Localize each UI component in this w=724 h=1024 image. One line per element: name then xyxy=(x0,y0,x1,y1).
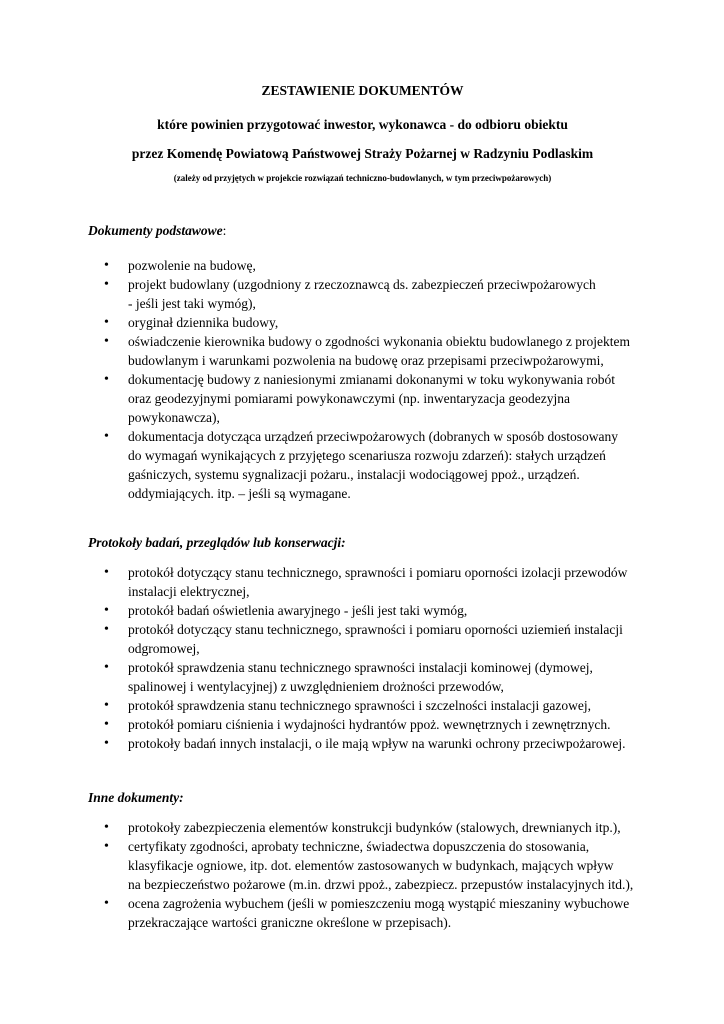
list-item xyxy=(88,696,641,715)
section-title-text: Inne dokumenty: xyxy=(88,790,184,805)
list-item xyxy=(88,332,641,370)
list-item-text: • dokumentację budowy z naniesionymi zmianami dokonanymi w toku wykonywania robót xyxy=(128,372,616,387)
list-item xyxy=(88,894,641,932)
list-item-text: do wymagań wynikających z przyjętego scenariusza rozwoju zdarzeń): stałych urządzeń xyxy=(128,448,606,463)
list-item-text: odgromowej, xyxy=(128,641,200,656)
list-item-text: • protokół dotyczący stanu technicznego, sprawności i pomiaru oporności izolacji przewodów xyxy=(128,565,628,580)
list-item xyxy=(88,427,641,503)
list-item xyxy=(88,658,641,696)
list-item xyxy=(88,601,641,620)
section-title-other-documents xyxy=(88,789,184,806)
list-item-text: gaśniczych, systemu sygnalizacji pożaru., instalacji wodociągowej ppoż., urządzeń. xyxy=(128,467,580,482)
document-title: ZESTAWIENIE DOKUMENTÓW xyxy=(261,83,464,98)
list-item-text: • dokumentacja dotycząca urządzeń przeciwpożarowych (dobranych w sposób dostosowany xyxy=(128,429,618,444)
document-note: (zależy od przyjętych w projekcie rozwiązań techniczno-budowlanych, w tym przeciwpożarowych) xyxy=(173,173,552,183)
document-subtitle: które powinien przygotować inwestor, wykonawca - do odbioru obiektu xyxy=(157,117,568,132)
list-item-text: • protokół badań oświetlenia awaryjnego - jeśli jest taki wymóg, xyxy=(128,603,468,618)
list-item xyxy=(88,256,641,275)
list-item-text: - jeśli jest taki wymóg), xyxy=(128,296,256,311)
list-item-text: • oświadczenie kierownika budowy o zgodności wykonania obiektu budowlanego z projektem xyxy=(128,334,630,349)
list-item-text: • protokół dotyczący stanu technicznego, sprawności i pomiaru oporności uziemień instalacji xyxy=(128,622,623,637)
section-title-colon: : xyxy=(222,223,227,238)
list-item-text: • protokoły zabezpieczenia elementów konstrukcji budynków (stalowych, drewnianych itp.), xyxy=(128,820,621,835)
list-item-text: oddymiających. itp. – jeśli są wymagane. xyxy=(128,486,351,501)
list-item-text: spalinowej i wentylacyjnej) z uwzględnieniem drożności przewodów, xyxy=(128,679,504,694)
list-item-text: oraz geodezyjnymi pomiarami powykonawczymi (np. inwentaryzacja geodezyjna xyxy=(128,391,570,406)
list-item-text: • protokoły badań innych instalacji, o ile mają wpływ na warunki ochrony przeciwpożarowej. xyxy=(128,736,626,751)
list-item-text: • ocena zagrożenia wybuchem (jeśli w pomieszczeniu mogą wystąpić mieszaniny wybuchowe xyxy=(128,896,630,911)
list-item xyxy=(88,818,641,837)
protocols-list xyxy=(88,563,641,753)
basic-documents-list xyxy=(88,256,641,503)
list-item xyxy=(88,313,641,332)
list-item-text: • projekt budowlany (uzgodniony z rzeczoznawcą ds. zabezpieczeń przeciwpożarowych xyxy=(128,277,596,292)
list-item xyxy=(88,620,641,658)
section-title-basic-documents xyxy=(88,222,226,239)
list-item xyxy=(88,370,641,427)
list-item-text: • certyfikaty zgodności, aprobaty techniczne, świadectwa dopuszczenia do stosowania, xyxy=(128,839,590,854)
list-item-text: na bezpieczeństwo pożarowe (m.in. drzwi ppoż., zabezpiecz. przepustów instalacyjnych itd.), xyxy=(128,877,634,892)
list-item-text: przekraczające wartości graniczne określone w przepisach). xyxy=(128,915,452,930)
list-item-text: budowlanym i warunkami pozwolenia na budowę oraz przepisami przeciwpożarowymi, xyxy=(128,353,604,368)
list-item-text: • oryginał dziennika budowy, xyxy=(128,315,279,330)
list-item xyxy=(88,563,641,601)
list-item-text: • protokół sprawdzenia stanu technicznego sprawności i szczelności instalacji gazowej, xyxy=(128,698,591,713)
section-title-text: Protokoły badań, przeglądów lub konserwacji: xyxy=(88,535,346,550)
list-item-text: • protokół pomiaru ciśnienia i wydajności hydrantów ppoż. wewnętrznych i zewnętrznych. xyxy=(128,717,611,732)
list-item-text: instalacji elektrycznej, xyxy=(128,584,250,599)
list-item-text: powykonawcza), xyxy=(128,410,220,425)
document-subtitle-authority: przez Komendę Powiatową Państwowej Straży Pożarnej w Radzyniu Podlaskim xyxy=(131,146,594,161)
list-item xyxy=(88,734,641,753)
list-item-text: • pozwolenie na budowę, xyxy=(128,258,256,273)
section-title-text: Dokumenty podstawowe xyxy=(88,223,223,238)
list-item xyxy=(88,275,641,313)
other-documents-list xyxy=(88,818,641,932)
list-item xyxy=(88,837,641,894)
section-title-protocols xyxy=(88,534,346,551)
list-item-text: • protokół sprawdzenia stanu technicznego sprawności instalacji kominowej (dymowej, xyxy=(128,660,593,675)
list-item-text: klasyfikacje ogniowe, itp. dot. elementów zastosowanych w budynkach, mających wpływ xyxy=(128,858,614,873)
list-item xyxy=(88,715,641,734)
